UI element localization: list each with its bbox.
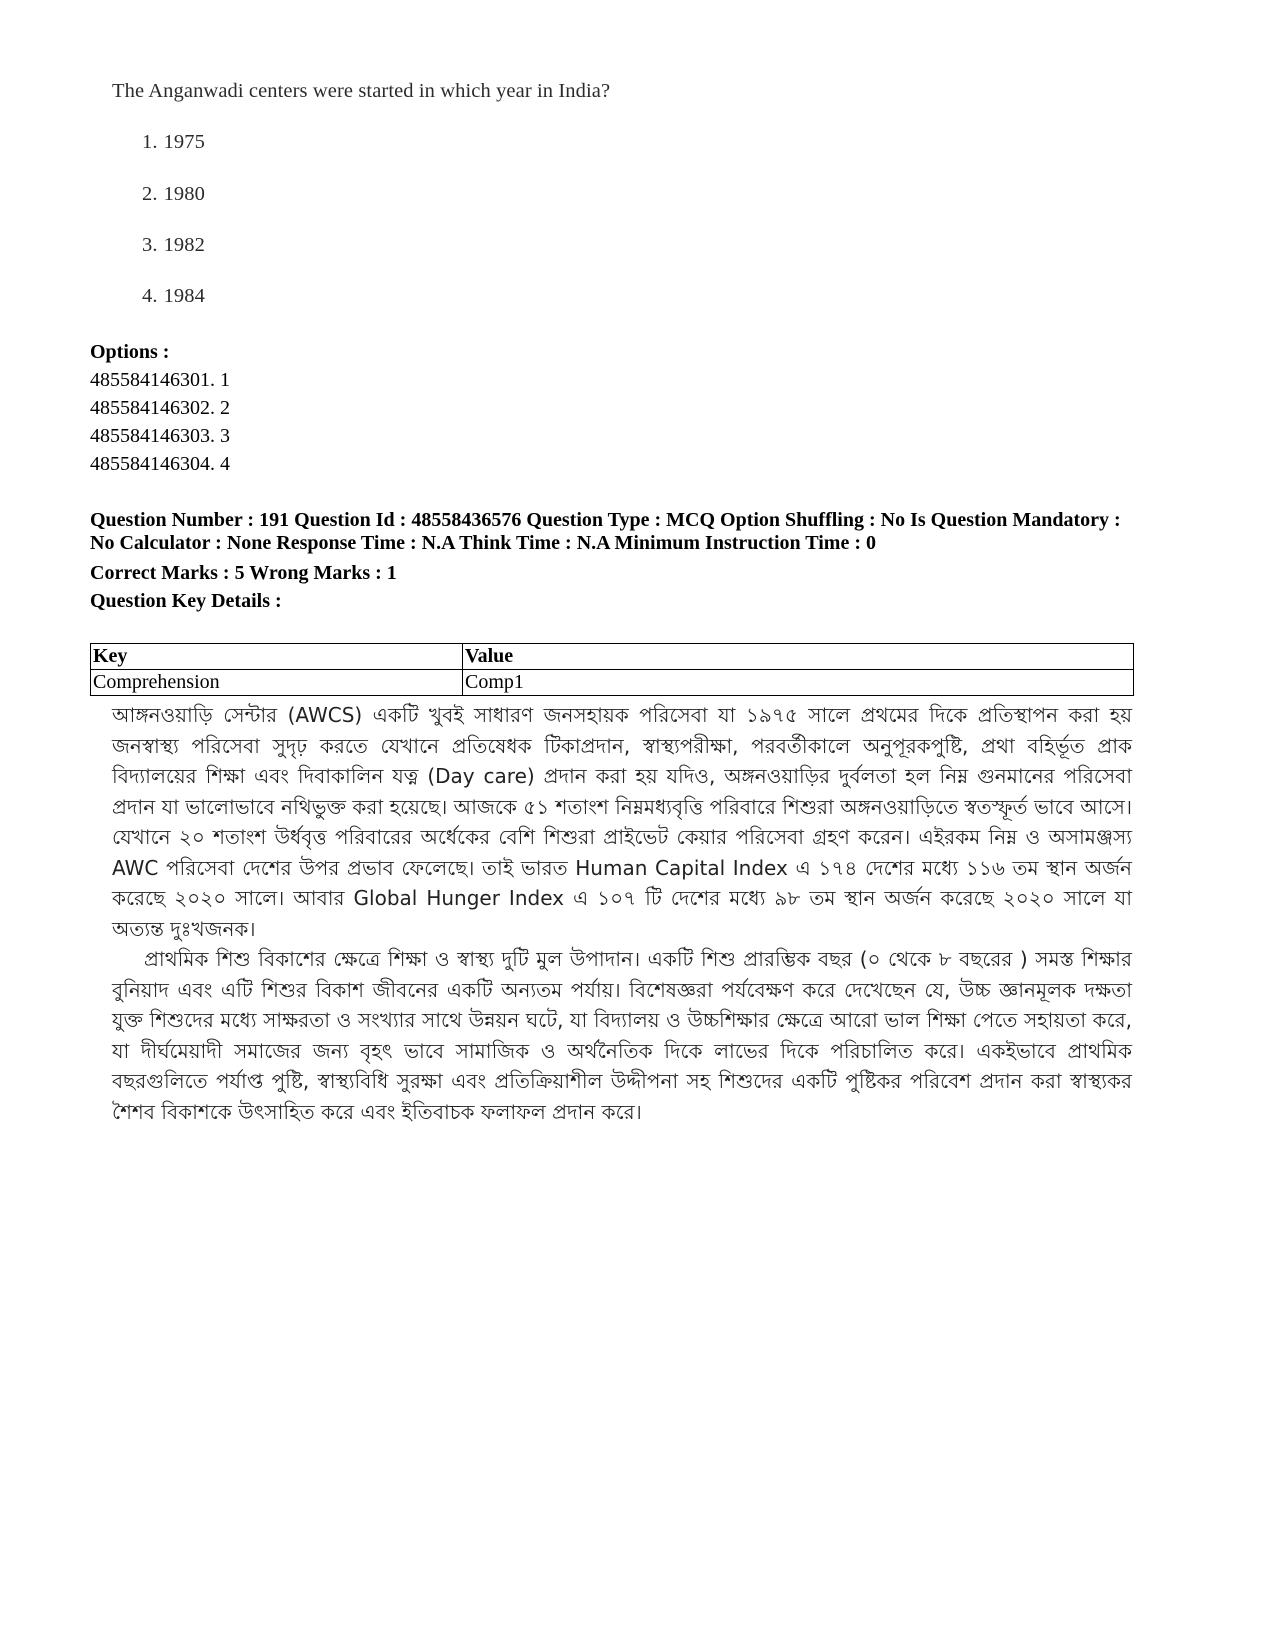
choice-number: 3. xyxy=(142,234,158,256)
comprehension-passage xyxy=(112,700,1132,1127)
option-item: 485584146303. 3 xyxy=(90,425,230,447)
choice-item xyxy=(142,183,205,206)
table-header-row xyxy=(91,644,1134,670)
options-heading: Options : xyxy=(90,341,170,363)
marks-line: Correct Marks : 5 Wrong Marks : 1 xyxy=(90,562,397,584)
choice-item xyxy=(142,285,205,308)
table-row xyxy=(91,670,1134,696)
table-header-value: Value xyxy=(463,644,1134,670)
table-cell-value: Comp1 xyxy=(463,670,1134,696)
choice-item xyxy=(142,234,205,257)
choice-number: 1. xyxy=(142,131,158,153)
table-header-key: Key xyxy=(91,644,463,670)
choice-text: 1982 xyxy=(163,234,205,256)
choice-item xyxy=(142,131,205,154)
question-image xyxy=(112,78,611,307)
passage-paragraph-2: প্রাথমিক শিশু বিকাশের ক্ষেত্রে শিক্ষা ও স্বাস্থ্য দুটি মুল উপাদান। একটি শিশু প্রারম্ভিক বছর (০ থেকে ৮ বছরের ) সমস্ত শিক্ষার বুনিয়াদ এবং এটি শিশুর বিকাশ জীবনের একটি অন্যতম পর্যায়। বিশেষজ্ঞরা পর্যবেক্ষণ করে দেখেছেন যে, উচ্চ জ্ঞানমূলক দক্ষতা যুক্ত শিশুদের মধ্যে সাক্ষরতা ও সংখ্যার সাথে উন্নয়ন ঘটে, যা বিদ্যালয় ও উচ্চশিক্ষার ক্ষেত্রে আরো ভাল শিক্ষা পেতে সহায়তা করে, যা দীর্ঘমেয়াদী সমাজের জন্য বৃহৎ ভাবে সামাজিক ও অর্থনৈতিক দিকে লাভের দিকে পরিচালিত করে। একইভাবে প্রাথমিক বছরগুলিতে পর্যাপ্ত পুষ্টি, স্বাস্থ্যবিধি সুরক্ষা এবং প্রতিক্রিয়াশীল উদ্দীপনা সহ শিশুদের একটি পুষ্টিকর পরিবেশ প্রদান করা স্বাস্থ্যকর শৈশব বিকাশকে উৎসাহিত করে এবং ইতিবাচক ফলাফল প্রদান করে। xyxy=(112,947,1132,1124)
choice-number: 4. xyxy=(142,285,158,307)
options-block xyxy=(90,338,230,478)
question-meta xyxy=(90,509,1200,615)
choice-number: 2. xyxy=(142,183,158,205)
choice-text: 1980 xyxy=(163,183,205,205)
key-details-table xyxy=(90,643,1134,696)
question-meta-line-2: No Calculator : None Response Time : N.A Think Time : N.A Minimum Instruction Time : 0 xyxy=(90,532,876,554)
option-item: 485584146301. 1 xyxy=(90,369,230,391)
choice-text: 1984 xyxy=(163,285,205,307)
option-item: 485584146302. 2 xyxy=(90,397,230,419)
question-text: The Anganwadi centers were started in which year in India? xyxy=(112,80,611,102)
option-item: 485584146304. 4 xyxy=(90,453,230,475)
question-meta-line-1: Question Number : 191 Question Id : 48558436576 Question Type : MCQ Option Shuffling : No Is Question Mandatory : xyxy=(90,509,1121,531)
passage-paragraph-1: আঙ্গনওয়াড়ি সেন্টার (AWCS) একটি খুবই সাধারণ জনসহায়ক পরিসেবা যা ১৯৭৫ সালে প্রথমের দিকে প্রতিস্থাপন করা হয় জনস্বাস্থ্য পরিসেবা সুদৃঢ় করতে যেখানে প্রতিষেধক টিকাপ্রদান, স্বাস্থ্যপরীক্ষা, পরবর্তীকালে অনুপূরকপুষ্টি, প্রথা বহির্ভূত প্রাক বিদ্যালয়ের শিক্ষা এবং দিবাকালিন যত্ন (Day care) প্রদান করা হয় যদিও, অঙ্গনওয়াড়ির দুর্বলতা হল নিম্ন গুনমানের পরিসেবা প্রদান যা ভালোভাবে নথিভুক্ত করা হয়েছে। আজকে ৫১ শতাংশ নিম্নমধ্যবৃত্তি পরিবারে শিশুরা অঙ্গনওয়াড়িতে স্বতস্ফূর্ত ভাবে আসে। যেখানে ২০ শতাংশ উর্ধবৃত্ত পরিবারের অর্ধেকের বেশি শিশুরা প্রাইভেট কেয়ার পরিসেবা গ্রহণ করেন। এইরকম নিম্ন ও অসামঞ্জস্য AWC পরিসেবা দেশের উপর প্রভাব ফেলেছে। তাই ভারত Human Capital Index এ ১৭৪ দেশের মধ্যে ১১৬ তম স্থান অর্জন করেছে ২০২০ সালে। আবার Global Hunger Index এ ১০৭ টি দেশের মধ্যে ৯৮ তম স্থান অর্জন করেছে ২০২০ সালে যা অত্যন্ত দুঃখজনক। xyxy=(112,703,1132,941)
key-details-heading: Question Key Details : xyxy=(90,590,282,612)
choice-text: 1975 xyxy=(163,131,205,153)
table-cell-key: Comprehension xyxy=(91,670,463,696)
